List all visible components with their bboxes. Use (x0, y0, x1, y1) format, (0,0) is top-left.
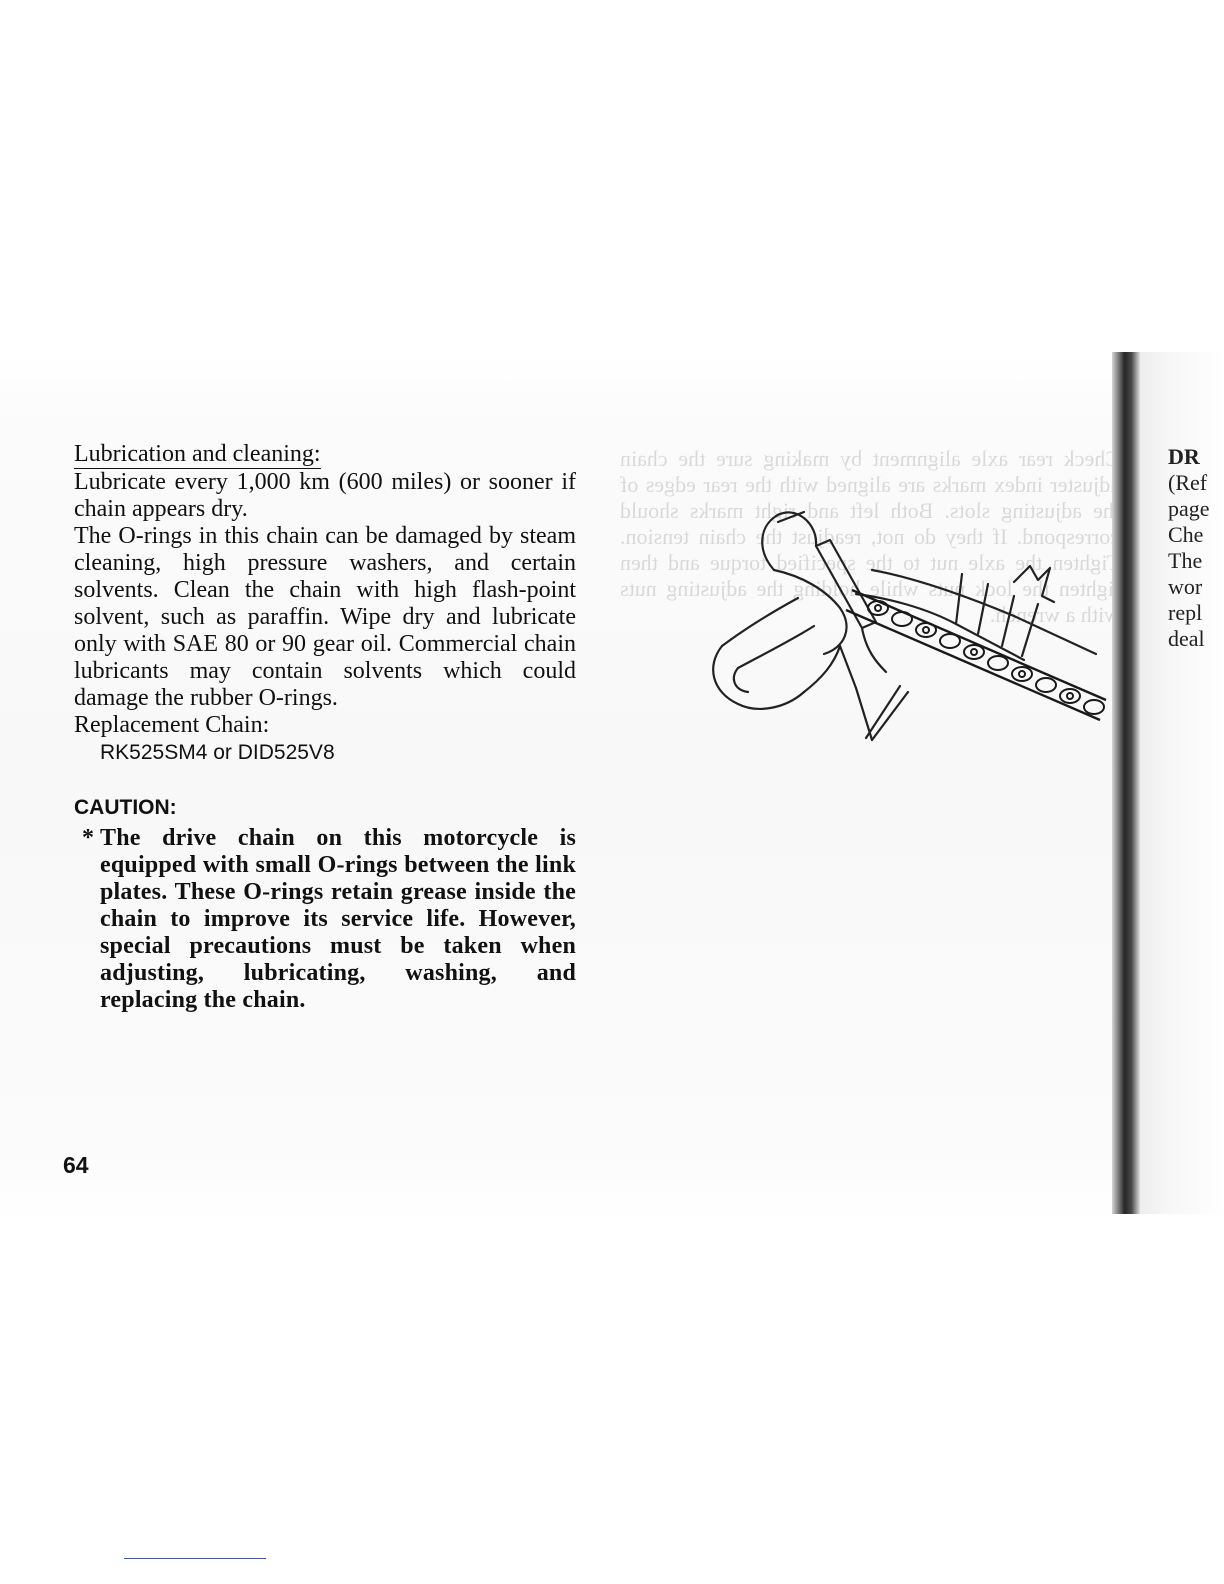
replacement-chain-label: Replacement Chain: (74, 712, 270, 738)
book-spine-shadow (1112, 352, 1140, 1214)
section-heading: Lubrication and cleaning: (74, 441, 321, 467)
footer-rule (124, 1558, 266, 1559)
edge-fragment: page (1168, 496, 1210, 521)
oil-can-body-icon (762, 512, 816, 570)
edge-fragment: Che (1168, 522, 1204, 547)
replacement-chain-models: RK525SM4 or DID525V8 (100, 741, 335, 764)
left-page (74, 440, 576, 1014)
edge-fragment: (Ref (1168, 470, 1208, 495)
edge-fragment: deal (1168, 626, 1205, 651)
oil-can-lubricating-chain-illustration (626, 478, 1126, 758)
edge-fragment: repl (1168, 600, 1203, 625)
lubrication-interval-paragraph: Lubricate every 1,000 km (600 miles) or sooner if chain appears dry. (74, 469, 576, 522)
caution-item (74, 825, 576, 1014)
o-ring-cleaning-paragraph: The O-rings in this chain can be damaged by steam cleaning, high pressure washers, and certain solvents. Clean the chain with high flash-point solvent, such as paraffin. Wipe dry and lubricate only with SAE 80 or 90 gear oil. Commercial chain lubricants may contain solvents which could damage the rubber O-rings. (74, 523, 576, 711)
caution-text: The drive chain on this motorcycle is equipped with small O-rings between the link plates. These O-rings retain grease inside the chain to improve its service life. However, special precautions must be taken when adjusting, lubricating, washing, and replacing the chain. (100, 825, 576, 1013)
facing-page-text-fragments (1168, 444, 1224, 652)
page-number: 64 (63, 1152, 89, 1178)
edge-fragment: DR (1168, 444, 1200, 469)
bullet-icon: * (82, 825, 94, 851)
edge-fragment: wor (1168, 574, 1203, 599)
edge-fragment: The (1168, 548, 1203, 573)
chain-links-icon (846, 590, 1106, 720)
caution-heading: CAUTION: (74, 796, 177, 819)
